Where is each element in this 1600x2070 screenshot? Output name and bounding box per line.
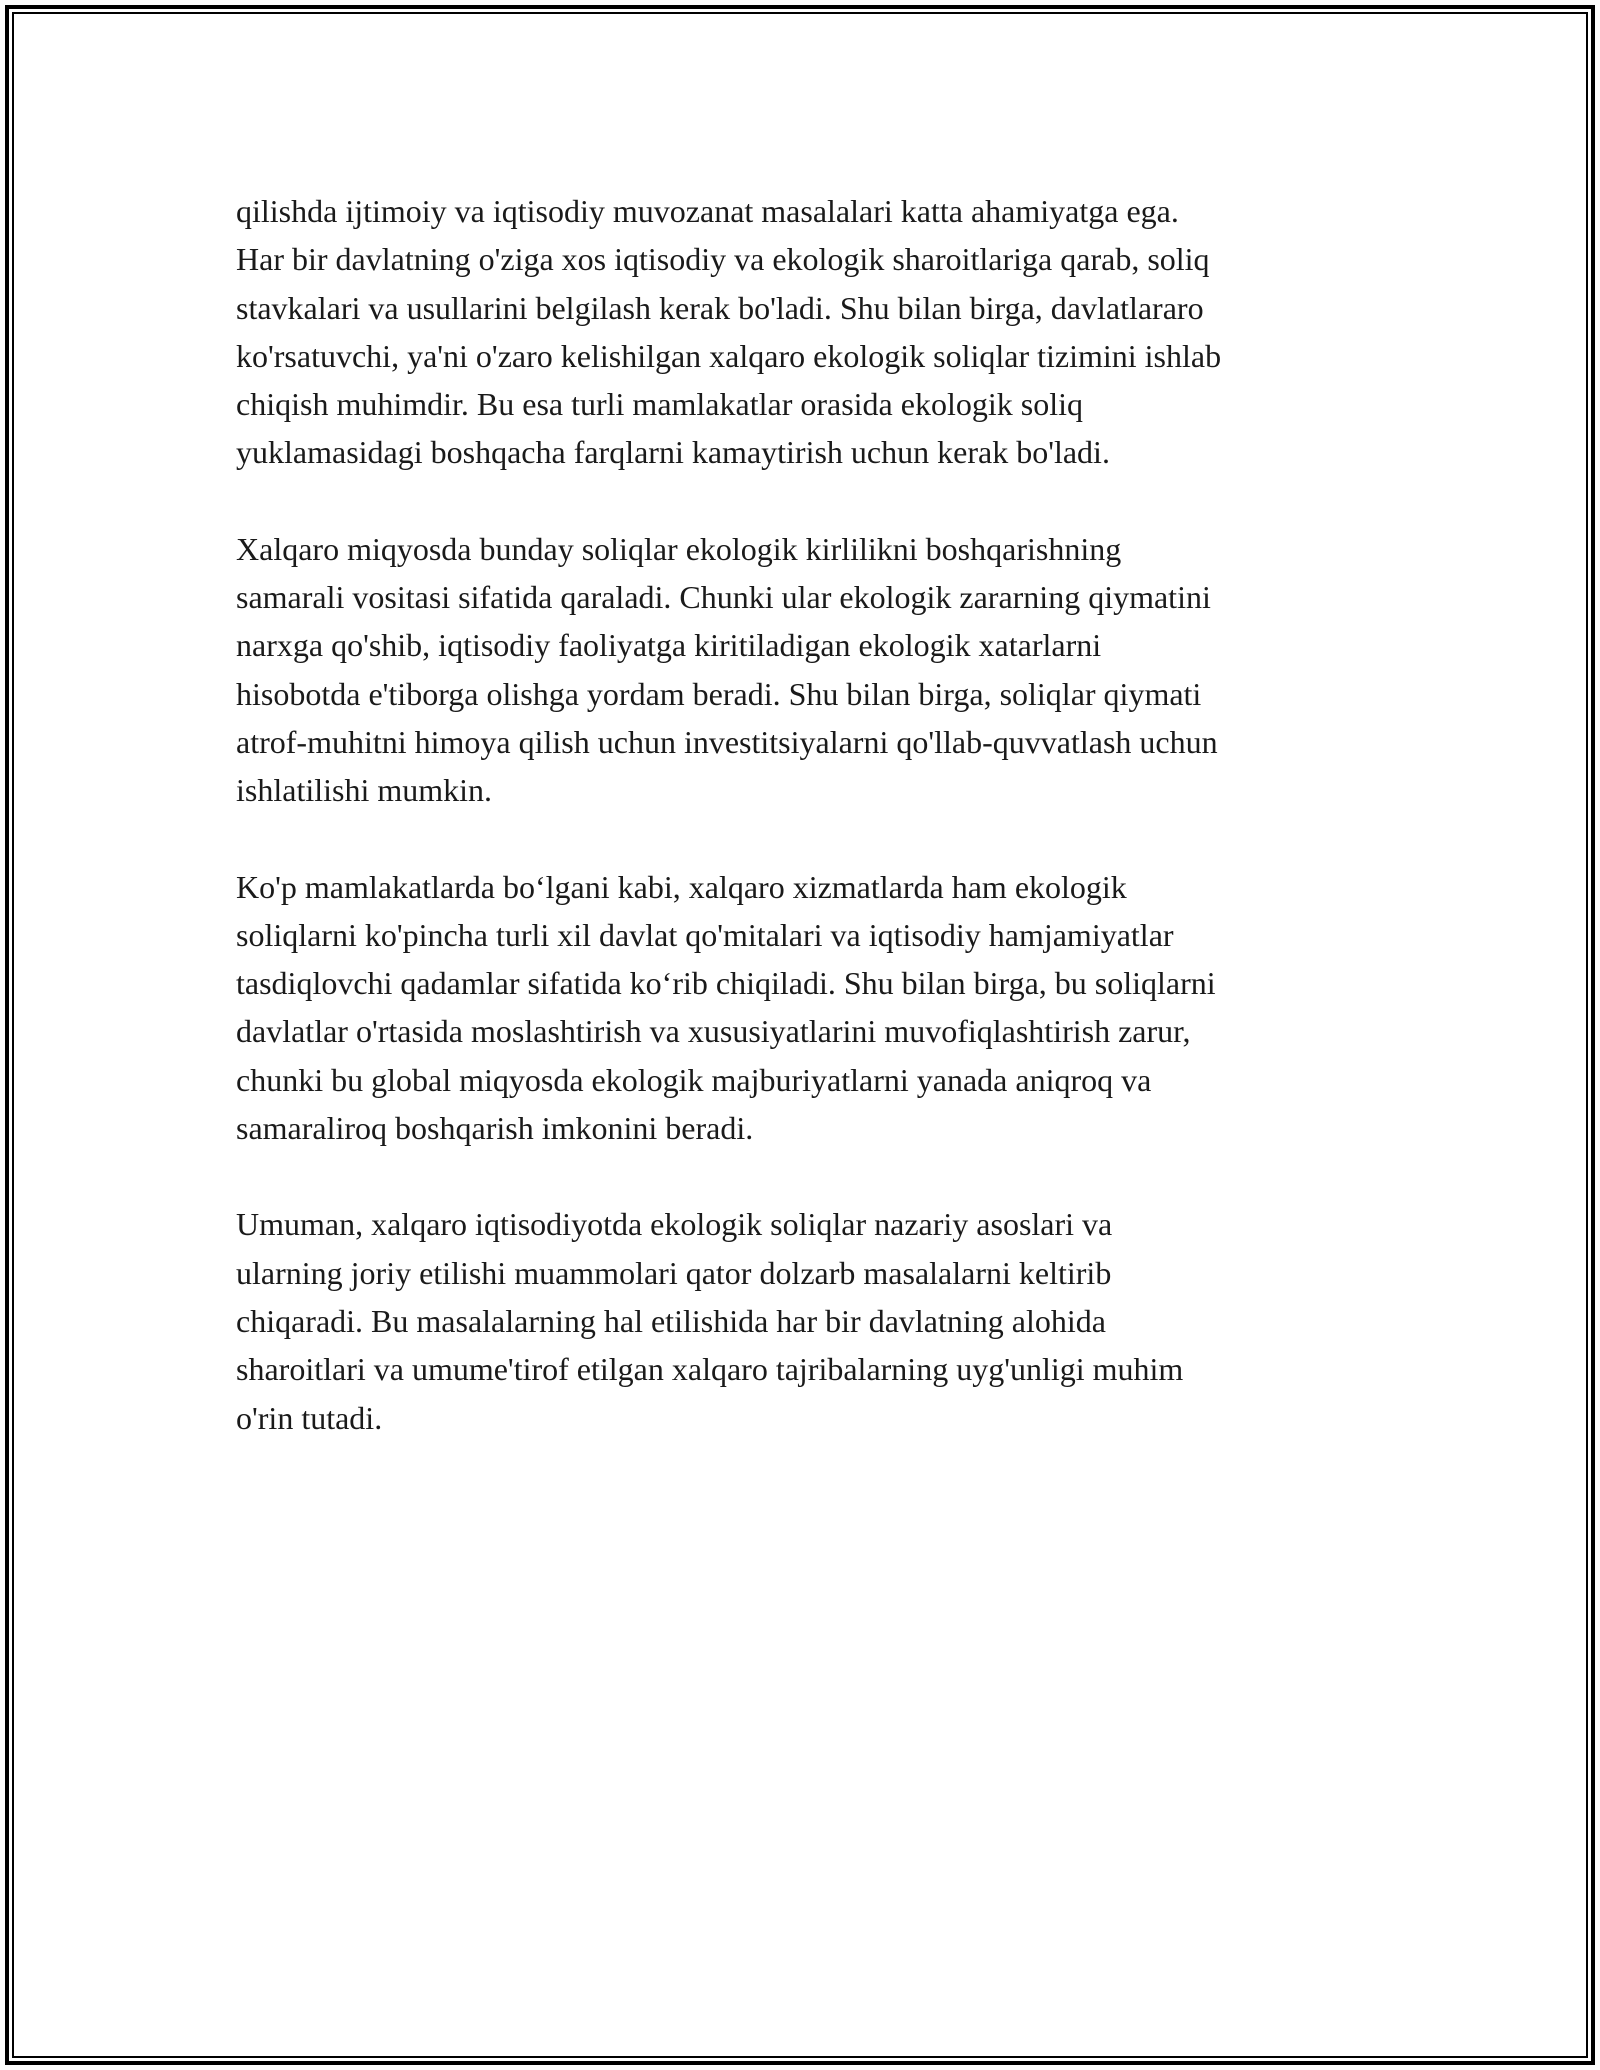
- paragraph-1: qilishda ijtimoiy va iqtisodiy muvozanat masalalari katta ahamiyatga ega. Har bir davlatning o'ziga xos iqtisodiy va ekologik sharoitlariga qarab, soliq stavkalari va usullarini belgilash kerak bo'ladi. Shu bilan birga, davlatlararo ko'rsatuvchi, ya'ni o'zaro kelishilgan xalqaro ekologik soliqlar tizimini ishlab chiqish muhimdir. Bu esa turli mamlakatlar orasida ekologik soliq yuklamasidagi boshqacha farqlarni kamaytirish uchun kerak bo'ladi.: [236, 193, 1222, 471]
- paragraph-4: Umuman, xalqaro iqtisodiyotda ekologik soliqlar nazariy asoslari va ularning joriy etilishi muammolari qator dolzarb masalalarni keltirib chiqaradi. Bu masalalarning hal etilishida har bir davlatning alohida sharoitlari va umume'tirof etilgan xalqaro tajribalarning uyg'unligi muhim o'rin tutadi.: [236, 1206, 1184, 1436]
- document-body: [236, 187, 1386, 1490]
- paragraph-2: Xalqaro miqyosda bunday soliqlar ekologik kirlilikni boshqarishning samarali vositasi sifatida qaraladi. Chunki ular ekologik zararning qiymatini narxga qo'shib, iqtisodiy faoliyatga kiritiladigan ekologik xatarlarni hisobotda e'tiborga olishga yordam beradi. Shu bilan birga, soliqlar qiymati atrof-muhitni himoya qilish uchun investitsiyalarni qo'llab-quvvatlash uchun ishlatilishi mumkin.: [236, 530, 1218, 809]
- paragraph-3: Ko'p mamlakatlarda bo‘lgani kabi, xalqaro xizmatlarda ham ekologik soliqlarni ko'pincha turli xil davlat qo'mitalari va iqtisodiy hamjamiyatlar tasdiqlovchi qadamlar sifatida ko‘rib chiqiladi. Shu bilan birga, bu soliqlarni davlatlar o'rtasida moslashtirish va xususiyatlarini muvofiqlashtirish zarur, chunki bu global miqyosda ekologik majburiyatlarni yanada aniqroq va samaraliroq boshqarish imkonini beradi.: [236, 868, 1216, 1147]
